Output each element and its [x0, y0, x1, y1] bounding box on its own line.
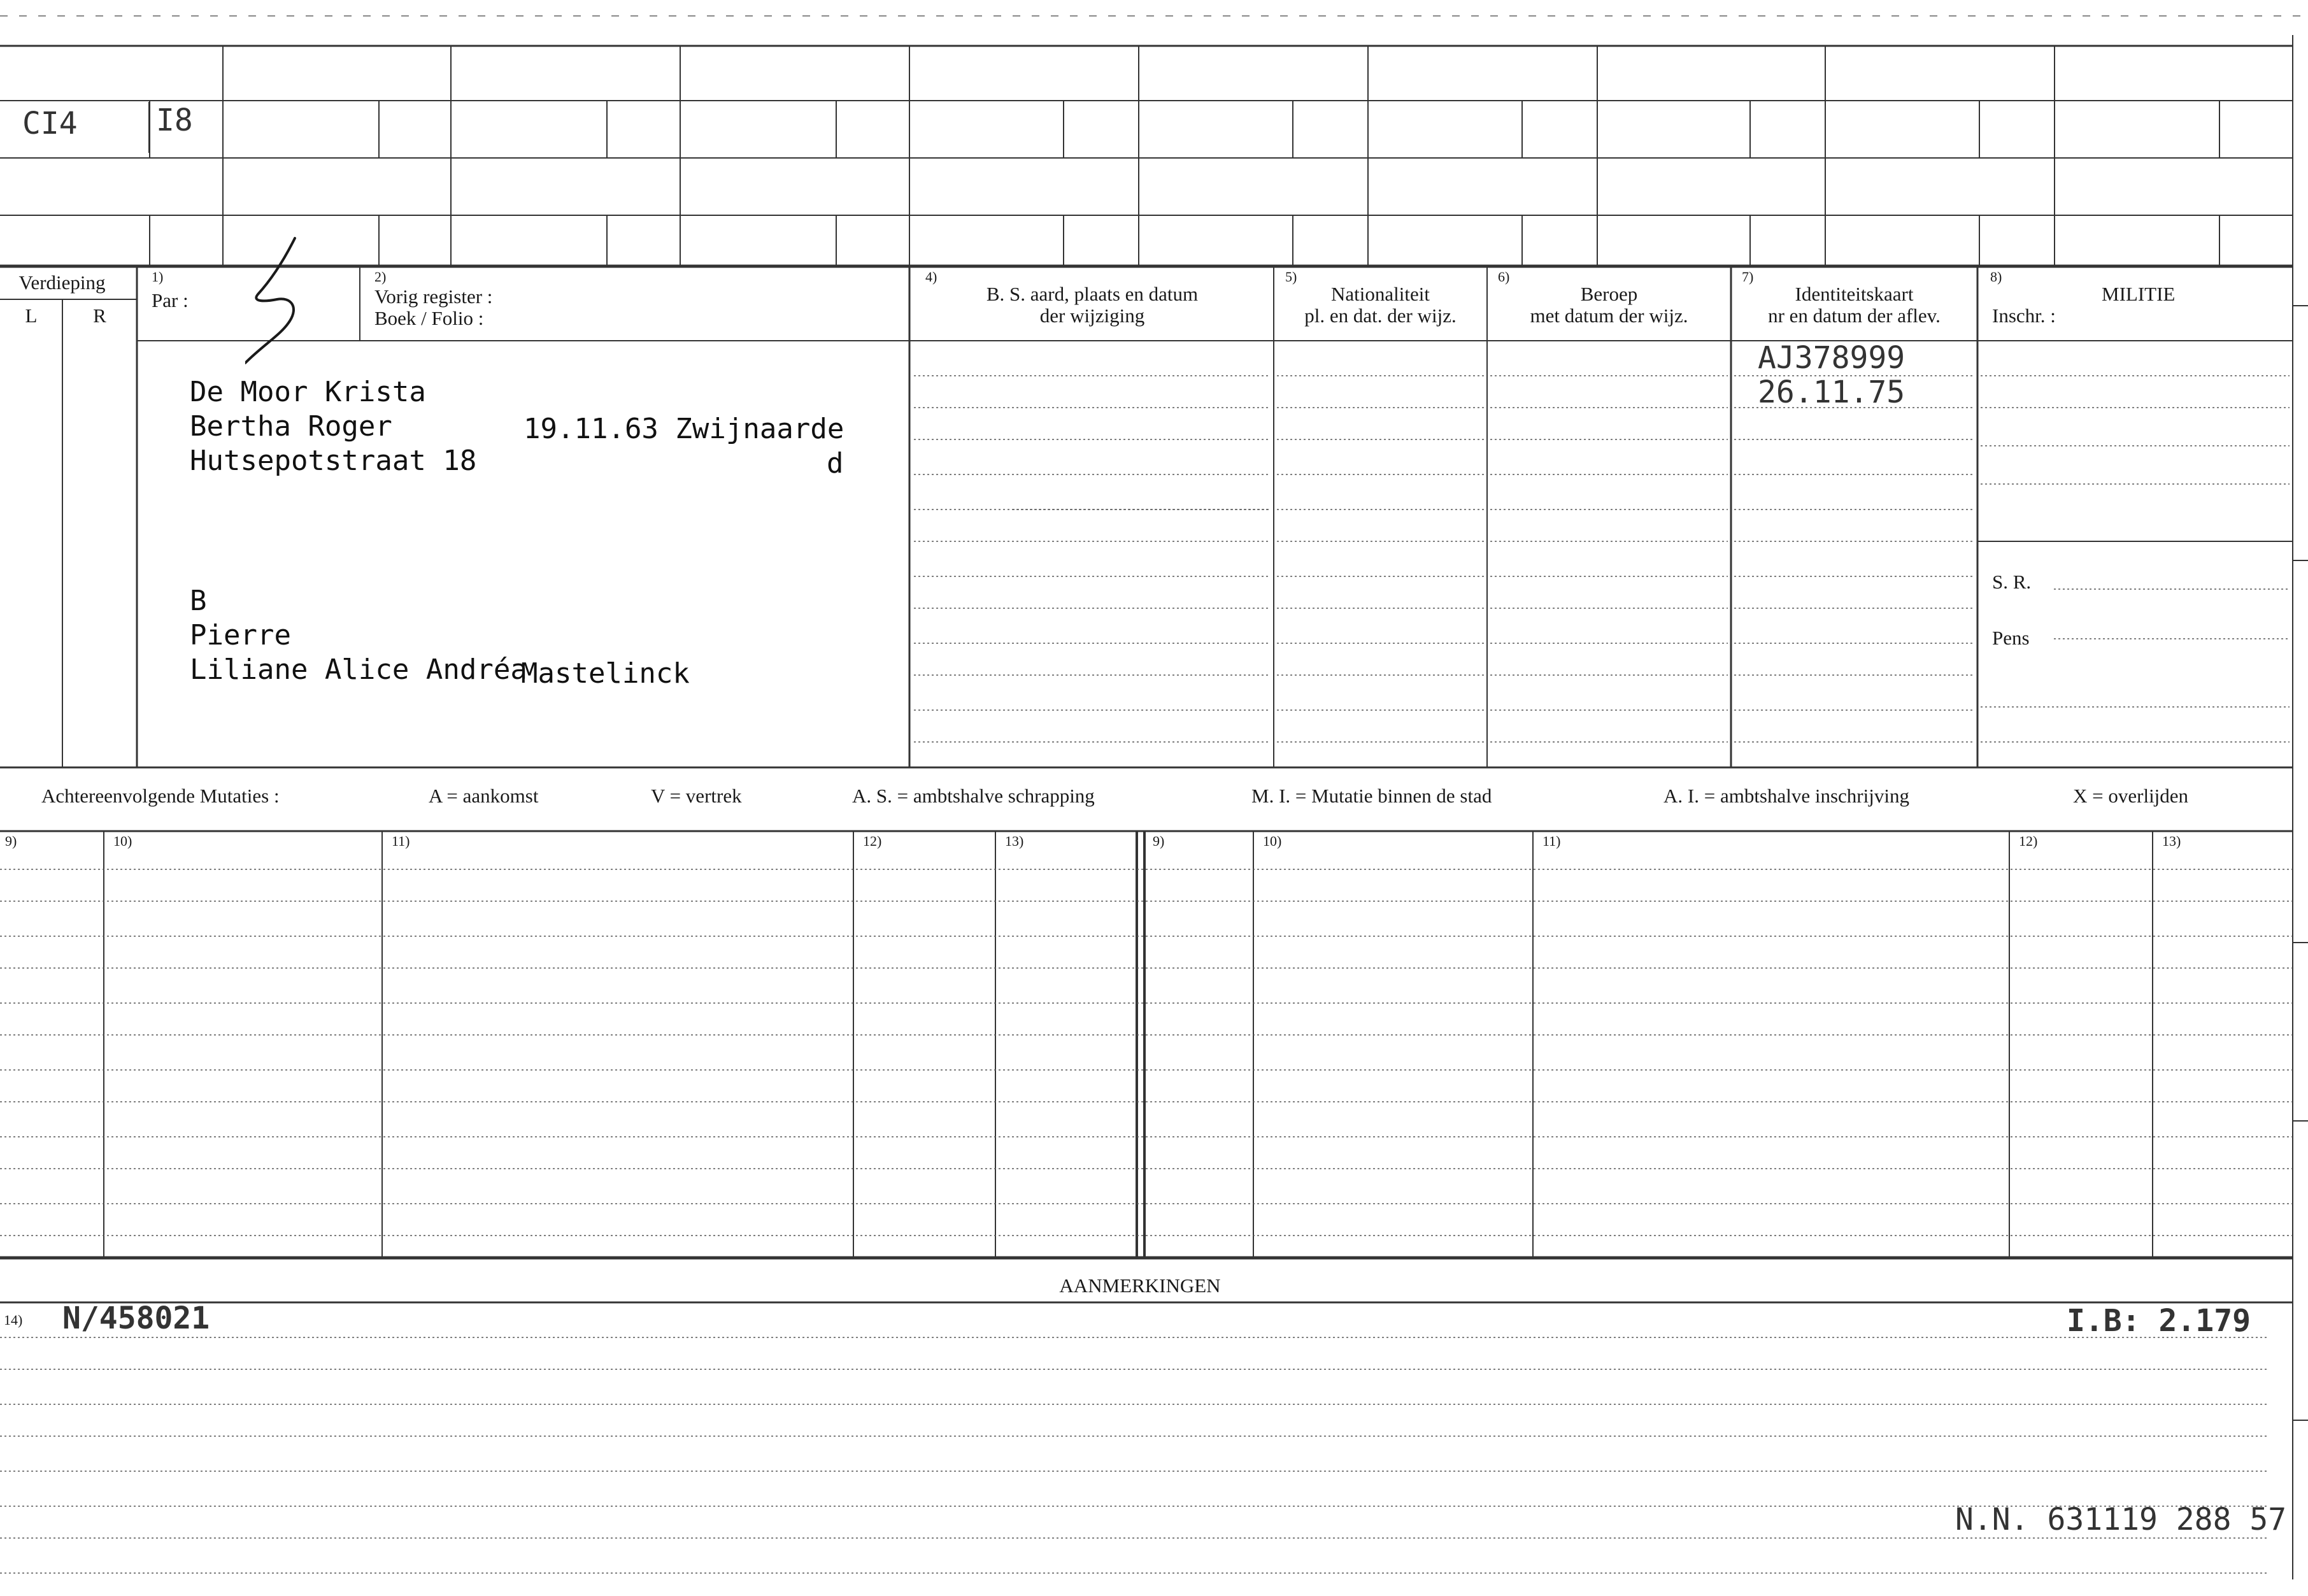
birth-date-place: 19.11.63 Zwijnaarde: [524, 413, 844, 445]
col5-line1: Nationaliteit: [1331, 283, 1430, 305]
par-label: Par :: [152, 289, 189, 311]
sr-label: S. R.: [1992, 571, 2032, 593]
col6-number: 6): [1498, 269, 1510, 285]
mut-col10-b: 10): [1263, 833, 1282, 849]
pens-label: Pens: [1992, 627, 2030, 649]
militie-title: MILITIE: [2102, 283, 2176, 305]
mother-surname: Mastelinck: [521, 657, 690, 690]
boek-folio-label: Boek / Folio :: [374, 307, 484, 329]
col4-line1: B. S. aard, plaats en datum: [986, 283, 1199, 305]
code-divider: [148, 102, 150, 153]
col8-number: 8): [1990, 269, 2002, 285]
nn-number: N.N. 631119 288 57: [1955, 1502, 2287, 1537]
mut-col9-b: 9): [1153, 833, 1165, 849]
mutatie-binnen-stad: M. I. = Mutatie binnen de stad: [1251, 785, 1492, 807]
vorig-register-label: Vorig register :: [374, 285, 493, 308]
col4-line2: der wijziging: [1039, 304, 1145, 327]
mut-col10-a: 10): [113, 833, 132, 849]
code-left: CI4: [22, 106, 78, 141]
remarks-number: 14): [4, 1312, 23, 1328]
inschr-label: Inschr. :: [1992, 304, 2056, 327]
col5-line2: pl. en dat. der wijz.: [1304, 304, 1457, 327]
mut-col11-b: 11): [1542, 833, 1561, 849]
col7-line1: Identiteitskaart: [1795, 283, 1914, 305]
mother-given-names: Liliane Alice Andréa: [190, 653, 527, 686]
col7-line2: nr en datum der aflev.: [1768, 304, 1941, 327]
id-card-date: 26.11.75: [1758, 374, 1906, 410]
mut-col13-a: 13): [1005, 833, 1024, 849]
aanmerkingen-title: AANMERKINGEN: [1059, 1274, 1221, 1297]
mark-b: B: [190, 585, 207, 617]
verdieping-right: R: [93, 304, 106, 327]
mutatie-vertrek: V = vertrek: [651, 785, 742, 807]
mutatie-overlijden: X = overlijden: [2073, 785, 2189, 807]
parents-names: Bertha Roger: [190, 410, 392, 443]
mutaties-title: Achtereenvolgende Mutaties :: [41, 785, 280, 807]
col5-number: 5): [1285, 269, 1297, 285]
col4-number: 4): [925, 269, 937, 285]
mutatie-aankomst: A = aankomst: [429, 785, 539, 807]
col7-number: 7): [1742, 269, 1754, 285]
mut-col11-a: 11): [392, 833, 410, 849]
mut-col12-b: 12): [2019, 833, 2038, 849]
mut-col13-b: 13): [2162, 833, 2181, 849]
id-card-number: AJ378999: [1758, 340, 1906, 376]
mut-col9-a: 9): [5, 833, 17, 849]
mark-d: d: [827, 447, 844, 480]
handwritten-mark-icon: [245, 236, 322, 369]
address: Hutsepotstraat 18: [190, 445, 477, 477]
col1-number: 1): [152, 269, 164, 285]
col6-line2: met datum der wijz.: [1530, 304, 1688, 327]
verdieping-left: L: [25, 304, 38, 327]
person-name: De Moor Krista: [190, 376, 426, 408]
mut-col12-a: 12): [863, 833, 882, 849]
mutatie-schrapping: A. S. = ambtshalve schrapping: [852, 785, 1095, 807]
col6-line1: Beroep: [1580, 283, 1638, 305]
pierre: Pierre: [190, 619, 291, 652]
remarks-code: N/458021: [62, 1300, 210, 1336]
code-right: I8: [156, 103, 193, 138]
col2-number: 2): [374, 269, 387, 285]
ib-number: I.B: 2.179: [2067, 1303, 2251, 1339]
verdieping-label: Verdieping: [18, 271, 106, 294]
mutatie-inschrijving: A. I. = ambtshalve inschrijving: [1663, 785, 1909, 807]
